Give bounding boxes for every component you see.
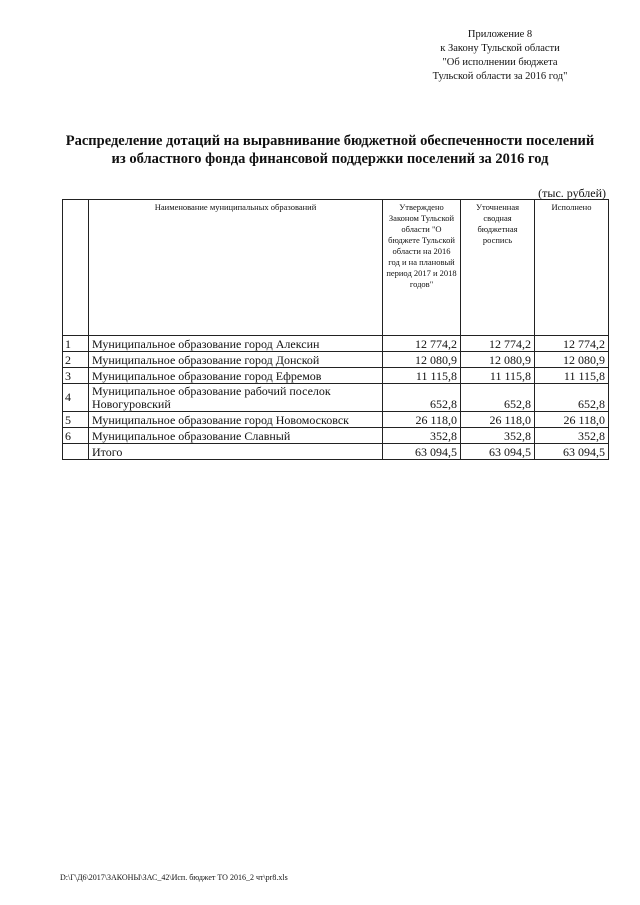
file-path-footer: D:\Г\Д6\2017\ЗАКОНЫ\ЗАС_42\Исп. бюджет ТО 2016_2 чт\pr8.xls — [60, 873, 288, 882]
appendix-line: "Об исполнении бюджета — [442, 57, 558, 68]
row-executed: 26 118,0 — [535, 412, 609, 428]
table-row — [63, 428, 609, 444]
subsidy-table — [62, 199, 609, 460]
row-refined: 652,8 — [461, 384, 535, 412]
total-executed: 63 094,5 — [535, 444, 609, 460]
row-approved: 11 115,8 — [383, 368, 461, 384]
total-refined: 63 094,5 — [461, 444, 535, 460]
row-index: 1 — [63, 336, 89, 352]
header-index — [63, 200, 89, 336]
row-name: Муниципальное образование город Ефремов — [89, 368, 383, 384]
row-name: Муниципальное образование город Новомосковск — [89, 412, 383, 428]
row-approved: 26 118,0 — [383, 412, 461, 428]
row-index: 2 — [63, 352, 89, 368]
row-approved: 352,8 — [383, 428, 461, 444]
header-approved: Утверждено Законом Тульской области "О бюджете Тульской области на 2016 год и на плановый период 2017 и 2018 годов" — [383, 200, 461, 336]
title-line: Распределение дотаций на выравнивание бюджетной обеспеченности поселений — [65, 133, 595, 149]
row-approved: 12 080,9 — [383, 352, 461, 368]
total-row — [63, 444, 609, 460]
row-executed: 352,8 — [535, 428, 609, 444]
row-index: 3 — [63, 368, 89, 384]
row-refined: 12 080,9 — [461, 352, 535, 368]
row-executed: 12 774,2 — [535, 336, 609, 352]
appendix-line: к Закону Тульской области — [440, 43, 560, 54]
header-executed: Исполнено — [535, 200, 609, 336]
total-approved: 63 094,5 — [383, 444, 461, 460]
header-name: Наименование муниципальных образований — [89, 200, 383, 336]
appendix-line: Тульской области за 2016 год" — [432, 71, 568, 82]
total-index — [63, 444, 89, 460]
header-refined: Уточненная сводная бюджетная роспись — [461, 200, 535, 336]
row-refined: 12 774,2 — [461, 336, 535, 352]
row-refined: 352,8 — [461, 428, 535, 444]
row-executed: 11 115,8 — [535, 368, 609, 384]
row-name: Муниципальное образование рабочий поселок Новогуровский — [89, 384, 383, 412]
units-label: (тыс. рублей) — [538, 186, 606, 200]
row-name: Муниципальное образование Славный — [89, 428, 383, 444]
row-approved: 652,8 — [383, 384, 461, 412]
table-row — [63, 412, 609, 428]
row-approved: 12 774,2 — [383, 336, 461, 352]
row-index: 6 — [63, 428, 89, 444]
appendix-line: Приложение 8 — [467, 29, 533, 40]
row-executed: 12 080,9 — [535, 352, 609, 368]
row-refined: 11 115,8 — [461, 368, 535, 384]
row-name: Муниципальное образование город Алексин — [89, 336, 383, 352]
table-row — [63, 368, 609, 384]
row-index: 4 — [63, 384, 89, 412]
document-title — [40, 132, 620, 168]
row-name: Муниципальное образование город Донской — [89, 352, 383, 368]
title-line: из областного фонда финансовой поддержки поселений за 2016 год — [111, 151, 549, 167]
row-index: 5 — [63, 412, 89, 428]
total-label: Итого — [89, 444, 383, 460]
row-refined: 26 118,0 — [461, 412, 535, 428]
table-header-row — [63, 200, 609, 336]
table-row — [63, 352, 609, 368]
table-row — [63, 384, 609, 412]
row-executed: 652,8 — [535, 384, 609, 412]
table-row — [63, 336, 609, 352]
appendix-block — [400, 28, 600, 84]
